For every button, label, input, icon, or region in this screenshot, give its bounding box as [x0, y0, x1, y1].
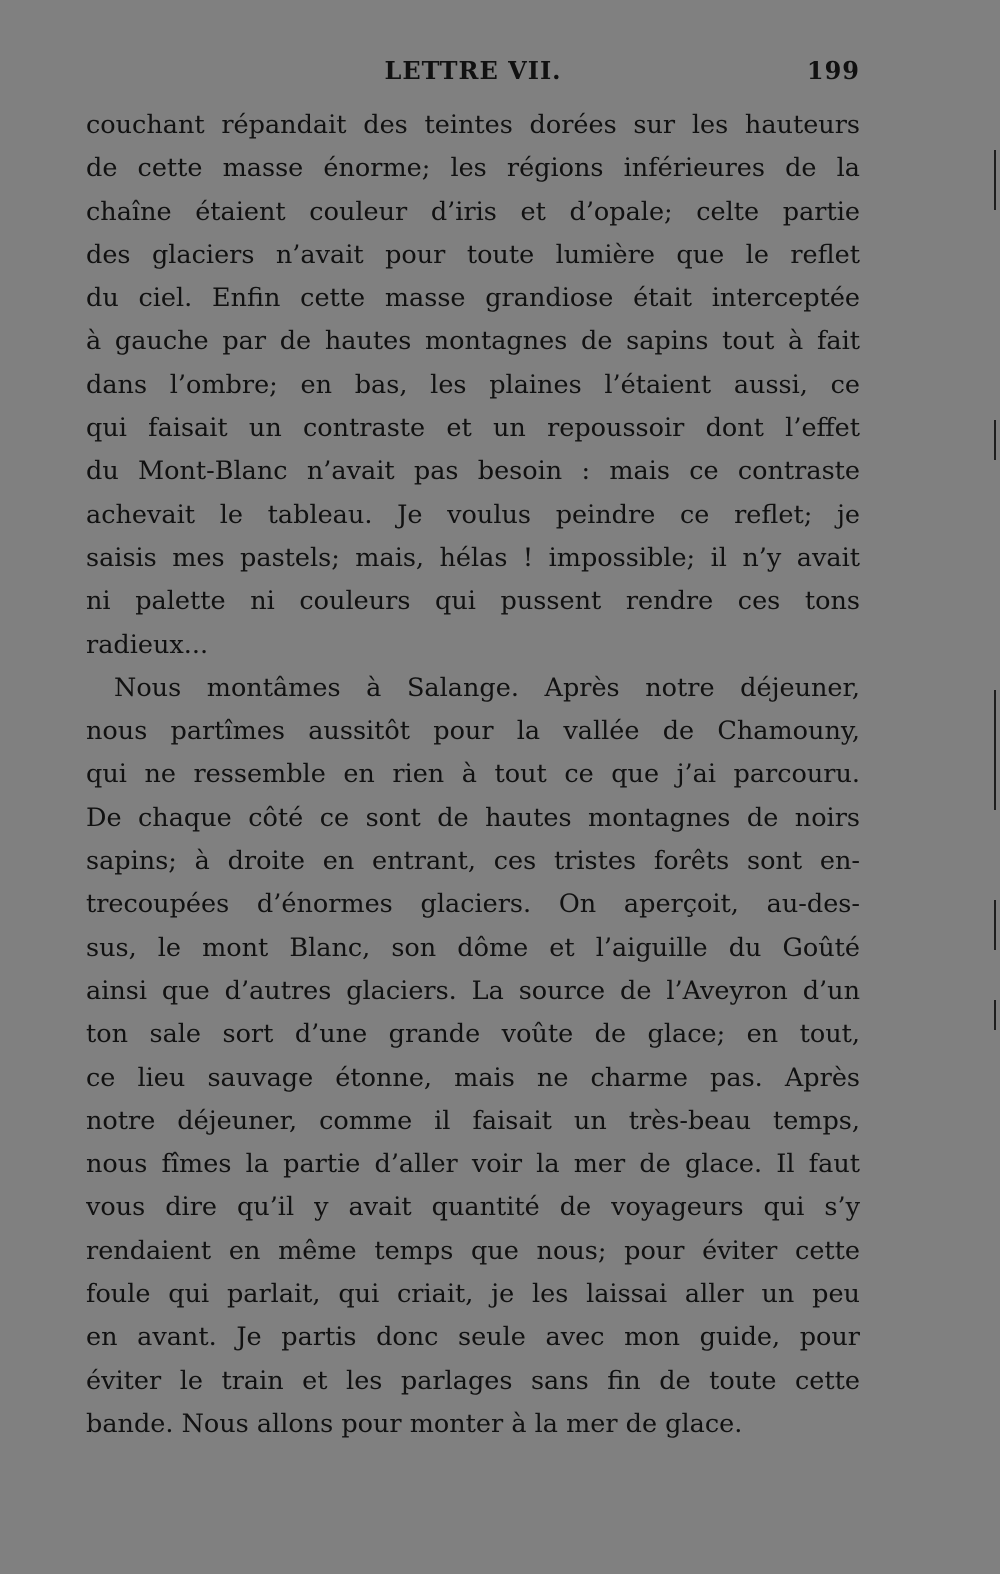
text-line: rendaient en même temps que nous; pour éviter cette — [86, 1235, 860, 1266]
page-edge-shadow — [986, 0, 1000, 1574]
text-line: vous dire qu’il y avait quantité de voyageurs qui s’y — [86, 1192, 860, 1223]
text-line: achevait le tableau. Je voulus peindre ce reflet; je — [86, 499, 860, 530]
text-line: couchant répandait des teintes dorées sur les hauteurs — [86, 110, 860, 140]
text-line: nous partîmes aussitôt pour la vallée de Chamouny, — [86, 716, 860, 747]
text-line: éviter le train et les parlages sans fin de toute cette — [86, 1365, 860, 1396]
text-line: trecoupées d’énormes glaciers. On aperçoit, au-des- — [86, 889, 860, 920]
edge-mark — [994, 1000, 996, 1030]
running-head — [86, 56, 860, 96]
text-line: nous fîmes la partie d’aller voir la mer de glace. Il faut — [86, 1149, 860, 1180]
text-line: De chaque côté ce sont de hautes montagnes de noirs — [86, 802, 860, 833]
edge-mark — [994, 690, 996, 810]
text-line: radieux... — [86, 629, 209, 660]
text-line: ainsi que d’autres glaciers. La source de l’Aveyron d’un — [86, 975, 860, 1006]
text-line: bande. Nous allons pour monter à la mer de glace. — [86, 1408, 743, 1439]
body-text — [86, 104, 860, 1446]
text-line: qui faisait un contraste et un repoussoir dont l’effet — [86, 413, 860, 444]
text-line: à gauche par de hautes montagnes de sapins tout à fait — [86, 326, 860, 357]
page-number: 199 — [806, 56, 860, 85]
paragraph-1 — [86, 104, 860, 667]
edge-mark — [994, 150, 996, 210]
text-line: notre déjeuner, comme il faisait un très-beau temps, — [86, 1105, 860, 1136]
text-line: Nous montâmes à Salange. Après notre déjeuner, — [114, 672, 860, 703]
text-line: sapins; à droite en entrant, ces tristes forêts sont en- — [86, 846, 860, 877]
text-line: ni palette ni couleurs qui pussent rendre ces tons — [86, 586, 860, 617]
chapter-title: LETTRE VII. — [384, 56, 562, 85]
text-line: du Mont-Blanc n’avait pas besoin : mais ce contraste — [86, 456, 860, 487]
edge-mark — [994, 900, 996, 950]
text-line: de cette masse énorme; les régions inférieures de la — [86, 153, 860, 184]
paragraph-2 — [86, 667, 860, 1446]
text-line: en avant. Je partis donc seule avec mon guide, pour — [86, 1322, 860, 1353]
edge-mark — [994, 420, 996, 460]
text-line: ton sale sort d’une grande voûte de glace; en tout, — [86, 1019, 860, 1050]
text-line: chaîne étaient couleur d’iris et d’opale; celte partie — [86, 196, 860, 227]
text-line: dans l’ombre; en bas, les plaines l’étaient aussi, ce — [86, 369, 860, 400]
text-line: des glaciers n’avait pour toute lumière que le reflet — [86, 239, 860, 270]
text-line: saisis mes pastels; mais, hélas ! impossible; il n’y avait — [86, 542, 860, 573]
text-line: foule qui parlait, qui criait, je les laissai aller un peu — [86, 1279, 860, 1310]
text-line: du ciel. Enfin cette masse grandiose était interceptée — [86, 283, 860, 314]
text-line: sus, le mont Blanc, son dôme et l’aiguille du Goûté — [86, 932, 860, 963]
text-line: ce lieu sauvage étonne, mais ne charme pas. Après — [86, 1062, 860, 1093]
text-line: qui ne ressemble en rien à tout ce que j’ai parcouru. — [86, 759, 860, 790]
